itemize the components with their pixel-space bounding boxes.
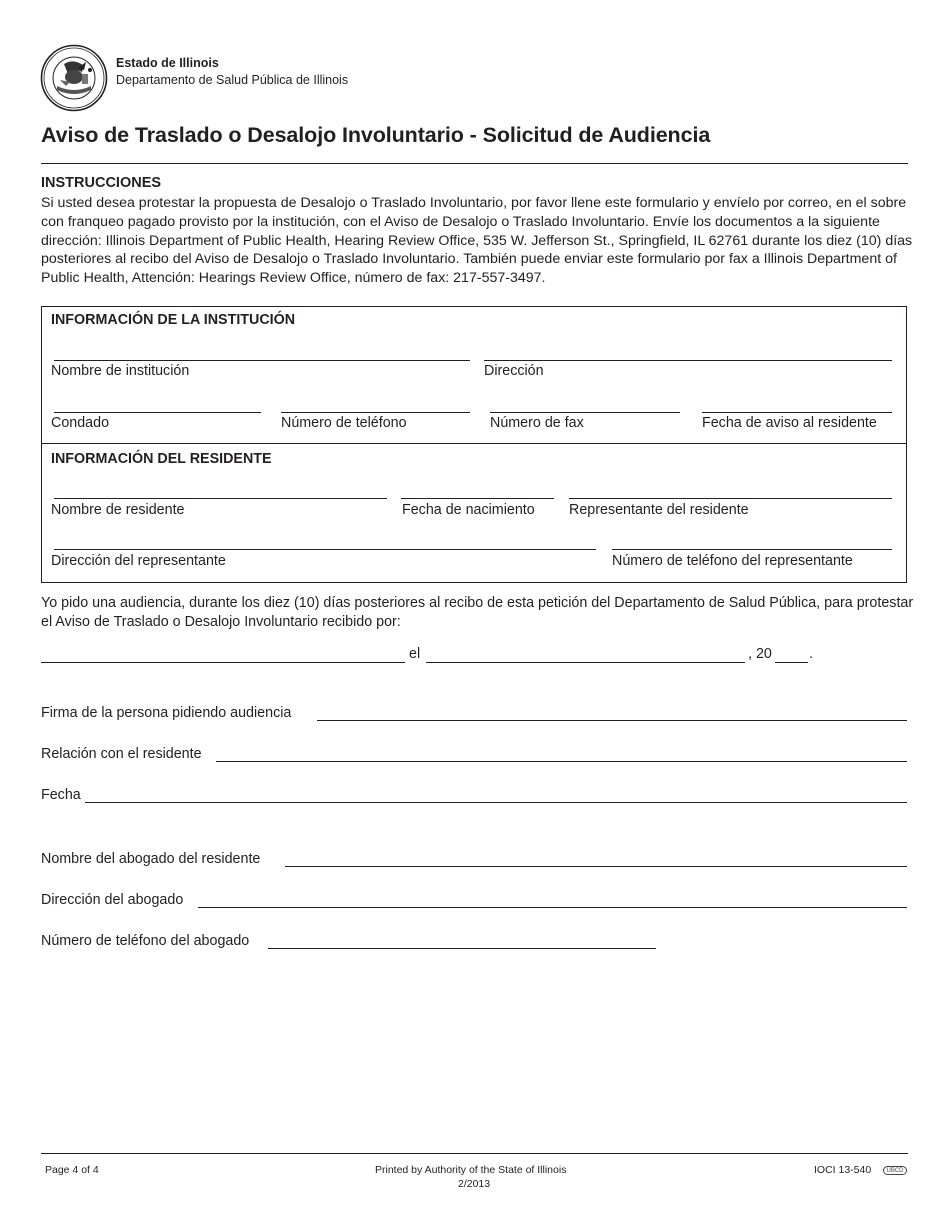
- rep-address-field[interactable]: [54, 549, 596, 550]
- instructions-body: Si usted desea protestar la propuesta de Desalojo o Traslado Involuntario, por favor llene este formulario y envíelo por correo, en el sobre con franqueo pagado provisto por la institución, con el Aviso de Desalojo o Traslado Involuntario. Envíe los documentos a la siguiente dirección: Illinois Department of Public Health, Hearing Review Office, 535 W. Jefferson St., Springfield, IL 62761 durante los diez (10) días posteriores al recibo del Aviso de Desalojo o Traslado Involuntario. También puede enviar este formulario por fax a Illinois Department of Public Health, Attención: Hearings Review Office, número de fax: 217-557-3497.: [41, 195, 913, 287]
- dob-label: Fecha de nacimiento: [402, 502, 535, 518]
- notice-date-field[interactable]: [702, 412, 892, 413]
- date-label: Fecha: [41, 787, 81, 803]
- relation-label: Relación con el residente: [41, 746, 202, 762]
- county-field[interactable]: [54, 412, 261, 413]
- state-name: Estado de Illinois: [116, 56, 219, 70]
- resident-name-label: Nombre de residente: [51, 502, 185, 518]
- rep-phone-label: Número de teléfono del representante: [612, 553, 853, 569]
- representative-label: Representante del residente: [569, 502, 749, 518]
- print-date: 2/2013: [458, 1178, 491, 1190]
- instructions-heading: INSTRUCCIONES: [41, 175, 162, 191]
- rep-phone-field[interactable]: [612, 549, 892, 550]
- request-text: Yo pido una audiencia, durante los diez (10) días posteriores al recibo de esta petición del Departamento de Salud Pública, para protestar el Aviso de Traslado o Desalojo Involuntario recibido por:: [41, 595, 914, 630]
- institution-phone-field[interactable]: [281, 412, 470, 413]
- county-label: Condado: [51, 415, 110, 431]
- year-field[interactable]: [775, 662, 808, 663]
- received-by-field[interactable]: [41, 662, 405, 663]
- info-box-divider: [41, 443, 907, 444]
- institution-phone-label: Número de teléfono: [281, 415, 407, 431]
- page-number: Page 4 of 4: [45, 1164, 99, 1176]
- year-period: .: [809, 646, 813, 662]
- signature-label: Firma de la persona pidiendo audiencia: [41, 705, 292, 721]
- institution-heading: INFORMACIÓN DE LA INSTITUCIÓN: [51, 312, 296, 328]
- attorney-name-label: Nombre del abogado del residente: [41, 851, 261, 867]
- fax-label: Número de fax: [490, 415, 584, 431]
- union-bug-icon: UBCD: [883, 1166, 907, 1175]
- title-rule: [41, 163, 908, 164]
- fax-field[interactable]: [490, 412, 680, 413]
- attorney-address-field[interactable]: [198, 907, 907, 908]
- info-box: [41, 306, 907, 583]
- form-title: Aviso de Traslado o Desalojo Involuntario - Solicitud de Audiencia: [41, 123, 711, 147]
- department-name: Departamento de Salud Pública de Illinois: [116, 73, 349, 87]
- resident-name-field[interactable]: [54, 498, 387, 499]
- footer-rule: [41, 1153, 908, 1154]
- resident-heading: INFORMACIÓN DEL RESIDENTE: [51, 451, 272, 467]
- rep-address-label: Dirección del representante: [51, 553, 226, 569]
- institution-address-field[interactable]: [484, 360, 892, 361]
- year-prefix: , 20: [748, 646, 772, 662]
- date-field[interactable]: [85, 802, 907, 803]
- received-date-field[interactable]: [426, 662, 745, 663]
- printed-by: Printed by Authority of the State of Illinois: [375, 1164, 567, 1176]
- institution-address-label: Dirección: [484, 363, 544, 379]
- representative-field[interactable]: [569, 498, 892, 499]
- attorney-address-label: Dirección del abogado: [41, 892, 184, 908]
- signature-field[interactable]: [317, 720, 907, 721]
- attorney-phone-field[interactable]: [268, 948, 656, 949]
- institution-name-field[interactable]: [54, 360, 470, 361]
- notice-date-label: Fecha de aviso al residente: [702, 415, 877, 431]
- relation-field[interactable]: [216, 761, 907, 762]
- dob-field[interactable]: [401, 498, 554, 499]
- form-id: IOCI 13-540: [814, 1164, 872, 1176]
- attorney-name-field[interactable]: [285, 866, 907, 867]
- attorney-phone-label: Número de teléfono del abogado: [41, 933, 250, 949]
- institution-name-label: Nombre de institución: [51, 363, 190, 379]
- el-text: el: [409, 646, 421, 662]
- state-seal: [40, 44, 108, 112]
